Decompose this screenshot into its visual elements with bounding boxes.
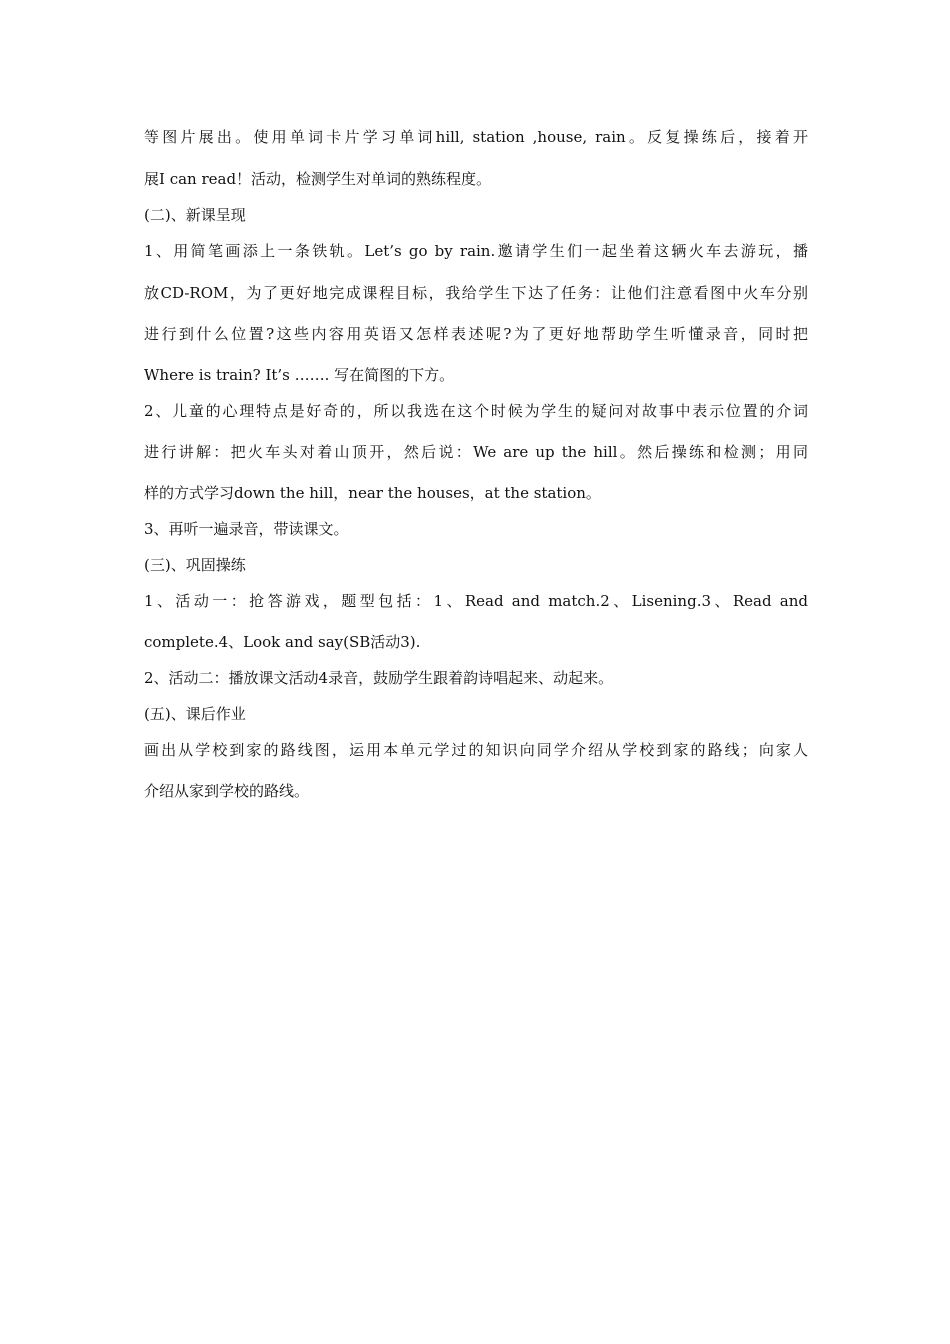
paragraph-line: 1、用简笔画添上一条铁轨。Let’s go by rain.邀请学生们一起坐着这辆火车去游玩，播 (144, 242, 808, 260)
section-heading: (五)、课后作业 (144, 705, 246, 723)
paragraph-line: 2、活动二：播放课文活动4录音，鼓励学生跟着韵诗唱起来、动起来。 (144, 669, 614, 687)
paragraph-line: complete.4、Look and say(SB活动3). (144, 633, 421, 651)
paragraph-line: 进行讲解：把火车头对着山顶开，然后说：We are up the hill。然后操练和检测；用同 (144, 443, 808, 461)
paragraph-line: 介绍从家到学校的路线。 (144, 782, 310, 800)
section-heading: (二)、新课呈现 (144, 206, 246, 224)
paragraph-line: 样的方式学习down the hill，near the houses，at the station。 (144, 484, 601, 502)
section-heading: (三)、巩固操练 (144, 556, 246, 574)
paragraph-line: 3、再听一遍录音，带读课文。 (144, 520, 349, 538)
paragraph-line: 1、活动一：抢答游戏，题型包括：1、Read and match.2、Lisening.3、Read and (144, 592, 808, 610)
paragraph-line: 等图片展出。使用单词卡片学习单词hill, station ,house, rain。反复操练后，接着开 (144, 128, 808, 146)
paragraph-line: Where is train? It’s ……. 写在简图的下方。 (144, 366, 455, 384)
paragraph-line: 画出从学校到家的路线图，运用本单元学过的知识向同学介绍从学校到家的路线；向家人 (144, 741, 808, 759)
paragraph-line: 放CD-ROM，为了更好地完成课程目标，我给学生下达了任务：让他们注意看图中火车分别 (144, 284, 808, 302)
paragraph-line: 进行到什么位置?这些内容用英语又怎样表述呢?为了更好地帮助学生听懂录音，同时把 (144, 325, 808, 343)
paragraph-line: 展I can read！活动，检测学生对单词的熟练程度。 (144, 170, 492, 188)
paragraph-line: 2、儿童的心理特点是好奇的，所以我选在这个时候为学生的疑问对故事中表示位置的介词 (144, 402, 808, 420)
